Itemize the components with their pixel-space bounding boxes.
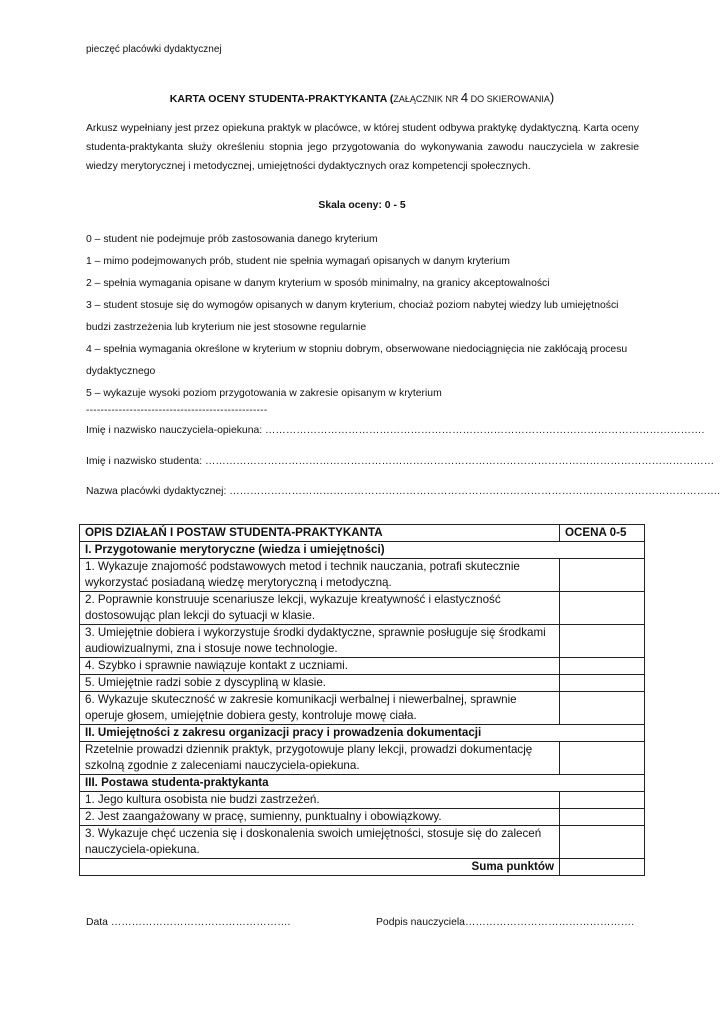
- item-description: Rzetelnie prowadzi dziennik praktyk, przygotowuje plany lekcji, prowadzi dokumentację szkolną zgodnie z zaleceniami nauczyciela-opiekuna.: [80, 742, 560, 775]
- score-cell[interactable]: [560, 792, 645, 809]
- item-description: 2. Jest zaangażowany w pracę, sumienny, punktualny i obowiązkowy.: [80, 809, 560, 826]
- document-title: [0, 90, 724, 105]
- section-title-2: II. Umiejętności z zakresu organizacji pracy i prowadzenia dokumentacji: [80, 725, 645, 742]
- item-description: 3. Wykazuje chęć uczenia się i doskonalenia swoich umiejętności, stosuje się do zaleceń nauczyciela-opiekuna.: [80, 826, 560, 859]
- item-description: 4. Szybko i sprawnie nawiązuje kontakt z uczniami.: [80, 658, 560, 675]
- item-description: 3. Umiejętnie dobiera i wykorzystuje środki dydaktyczne, sprawnie posługuje się środkami audiowizualnymi, zna i stosuje nowe technologie.: [80, 625, 560, 658]
- score-cell[interactable]: [560, 826, 645, 859]
- score-cell[interactable]: [560, 809, 645, 826]
- table-row: [80, 809, 645, 826]
- table-row: [80, 592, 645, 625]
- score-cell[interactable]: [560, 692, 645, 725]
- table-row: [80, 675, 645, 692]
- score-cell[interactable]: [560, 742, 645, 775]
- school-name-field[interactable]: Nazwa placówki dydaktycznej: ………………………………………………………………………………………………………………………….…: [86, 486, 721, 497]
- item-description: 2. Poprawnie konstruuje scenariusze lekcji, wykazuje kreatywność i elastyczność dostosowując plan lekcji do sytuacji w klasie.: [80, 592, 560, 625]
- criterion-1: 1 – mimo podejmowanych prób, student nie spełnia wymagań opisanych w danym kryterium: [86, 256, 510, 267]
- table-row: [80, 559, 645, 592]
- criterion-5: 5 – wykazuje wysoki poziom przygotowania w zakresie opisanym w kryterium: [86, 388, 442, 399]
- title-annex-number: 4: [460, 90, 469, 105]
- scale-title: Skala oceny: 0 - 5: [318, 200, 406, 211]
- student-name-field[interactable]: Imię i nazwisko studenta: …………………………………………………………………………………………………………………………………: [86, 456, 715, 467]
- score-cell[interactable]: [560, 658, 645, 675]
- evaluation-table: [79, 524, 645, 876]
- separator-line: --------------------------------------------------: [86, 405, 268, 416]
- title-close: ): [549, 90, 555, 105]
- intro-paragraph: Arkusz wypełniany jest przez opiekuna praktyk w placówce, w której student odbywa praktykę dydaktyczną. Karta oceny studenta-praktykanta służy określeniu stopnia jego przygotowania do wykonywania zawodu nauczyciela w zakresie wiedzy merytorycznej i metodycznej, umiejętności dydaktycznych oraz kompetencji społecznych.: [86, 123, 639, 172]
- score-cell[interactable]: [560, 559, 645, 592]
- section-row: [80, 542, 645, 559]
- table-row: [80, 742, 645, 775]
- criterion-0: 0 – student nie podejmuje prób zastosowania danego kryterium: [86, 234, 378, 245]
- teacher-name-field[interactable]: Imię i nazwisko nauczyciela-opiekuna: ……………………………………………………………………………………………………………….: [86, 425, 705, 436]
- signature-field[interactable]: Podpis nauczyciela………………………………………….: [376, 917, 635, 928]
- table-row: [80, 692, 645, 725]
- section-row: [80, 725, 645, 742]
- title-main: KARTA OCENY STUDENTA-PRAKTYKANTA (: [169, 93, 394, 105]
- section-row: [80, 775, 645, 792]
- item-description: 5. Umiejętnie radzi sobie z dyscypliną w klasie.: [80, 675, 560, 692]
- date-field[interactable]: Data …………………………………………….: [86, 917, 291, 928]
- table-row: [80, 826, 645, 859]
- section-title-3: III. Postawa studenta-praktykanta: [80, 775, 645, 792]
- sum-label: Suma punktów: [80, 859, 560, 876]
- table-row: [80, 658, 645, 675]
- section-title-1: I. Przygotowanie merytoryczne (wiedza i umiejętności): [80, 542, 645, 559]
- item-description: 6. Wykazuje skuteczność w zakresie komunikacji werbalnej i niewerbalnej, sprawnie operuje głosem, umiejętnie dobiera gesty, kontroluje mowę ciała.: [80, 692, 560, 725]
- school-stamp-label: pieczęć placówki dydaktycznej: [86, 44, 222, 55]
- criterion-4: 4 – spełnia wymagania określone w kryterium w stopniu dobrym, obserwowane niedociągnięcia nie zakłócają procesu dydaktycznego: [86, 344, 628, 377]
- sum-score-cell[interactable]: [560, 859, 645, 876]
- table-row: [80, 625, 645, 658]
- score-cell[interactable]: [560, 675, 645, 692]
- criterion-3: 3 – student stosuje się do wymogów opisanych w danym kryterium, chociaż poziom nabytej wiedzy lub umiejętności budzi zastrzeżenia lub kryterium nie jest stosowne regularnie: [86, 300, 619, 333]
- header-description: OPIS DZIAŁAŃ I POSTAW STUDENTA-PRAKTYKANTA: [80, 525, 560, 542]
- criterion-2: 2 – spełnia wymagania opisane w danym kryterium w sposób minimalny, na granicy akceptowalności: [86, 278, 550, 289]
- item-description: 1. Jego kultura osobista nie budzi zastrzeżeń.: [80, 792, 560, 809]
- title-annex-a: ZAŁĄCZNIK NR: [393, 94, 461, 104]
- table-row: [80, 792, 645, 809]
- score-cell[interactable]: [560, 592, 645, 625]
- title-annex-b: DO SKIEROWANIA: [468, 94, 550, 104]
- sum-row: [80, 859, 645, 876]
- score-cell[interactable]: [560, 625, 645, 658]
- table-header-row: [80, 525, 645, 542]
- header-score: OCENA 0-5: [560, 525, 645, 542]
- criteria-list: [86, 229, 646, 405]
- item-description: 1. Wykazuje znajomość podstawowych metod i technik nauczania, potrafi skutecznie wykorzystać posiadaną wiedzę merytoryczną i metodyczną.: [80, 559, 560, 592]
